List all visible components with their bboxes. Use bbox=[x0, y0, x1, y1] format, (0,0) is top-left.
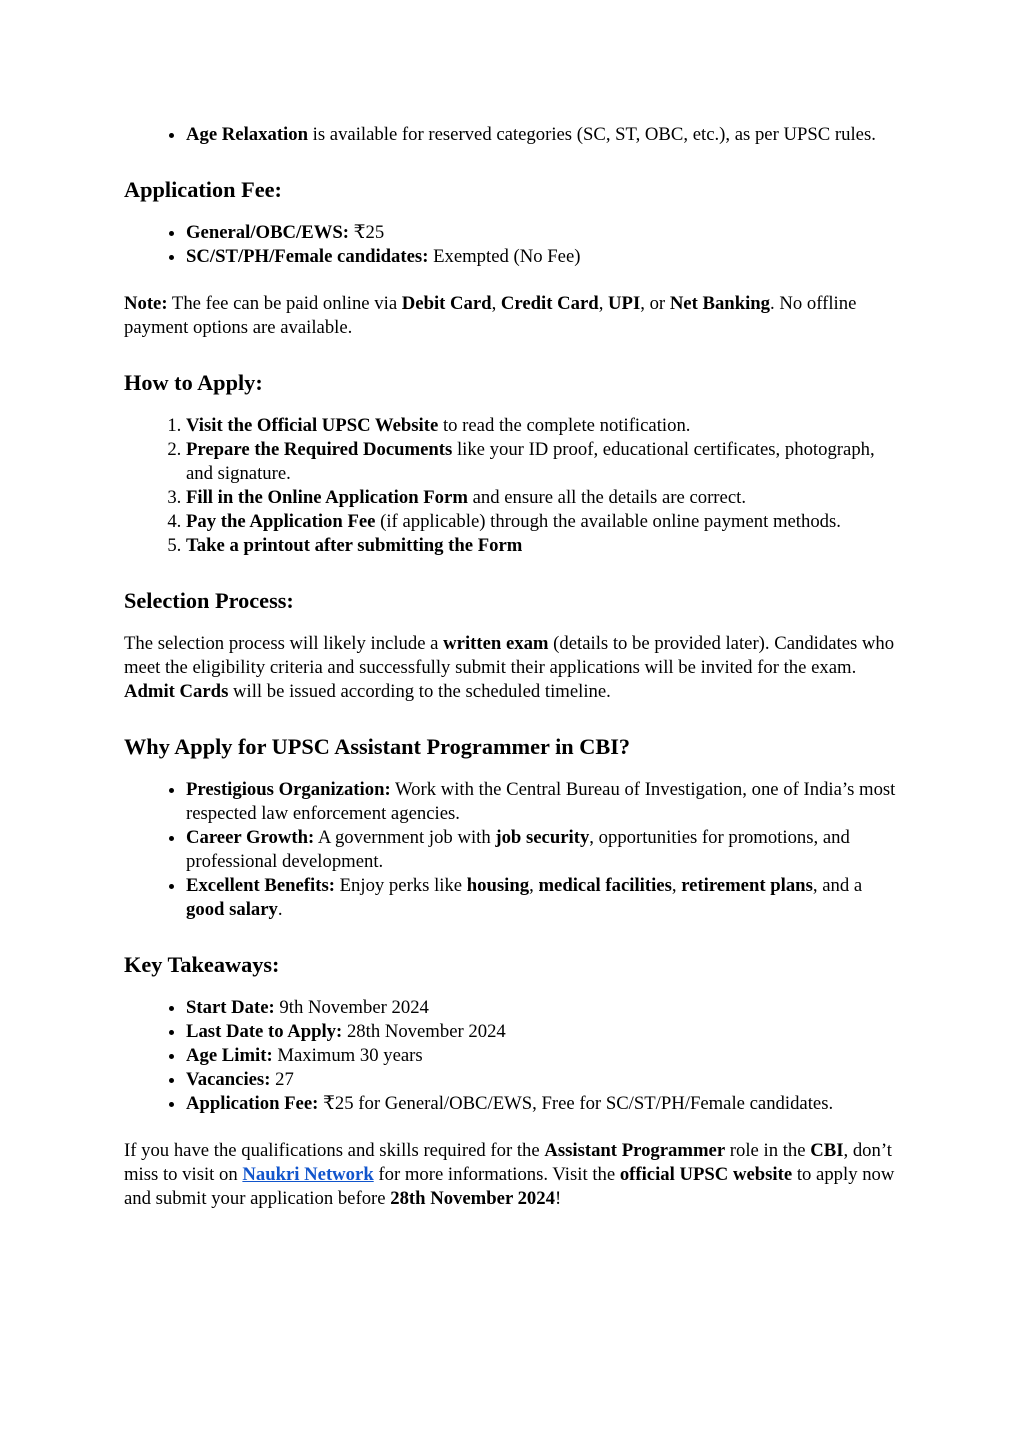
step-item bbox=[186, 510, 904, 534]
step-label: Take a printout after submitting the Form bbox=[186, 535, 523, 556]
closing-paragraph: If you have the qualifications and skills required for the Assistant Programmer role in the CBI, don’t miss to visit on Naukri Network for more informations. Visit the official UPSC website to apply now and submit your application before 28th November 2024! bbox=[124, 1140, 895, 1209]
step-label: Fill in the Online Application Form bbox=[186, 487, 468, 508]
step-text: like your ID proof, educational certificates, photograph, and signature. bbox=[186, 439, 875, 484]
age-relaxation-list bbox=[124, 123, 904, 147]
how-to-apply-steps bbox=[124, 414, 904, 558]
step-label: Prepare the Required Documents bbox=[186, 439, 453, 460]
step-item bbox=[186, 534, 904, 558]
list-item: • Application Fee: ₹25 for General/OBC/EWS, Free for SC/ST/PH/Female candidates. bbox=[186, 1092, 904, 1116]
list-item bbox=[186, 245, 904, 269]
item-text: is available for reserved categories (SC, ST, OBC, etc.), as per UPSC rules. bbox=[307, 124, 876, 145]
item-label: SC/ST/PH/Female candidates: bbox=[186, 246, 429, 267]
selection-process-paragraph: The selection process will likely include a written exam (details to be provided later). Candidates who meet the eligibility criteria and successfully submit their applications will be invited for the exam. Admit Cards will be issued according to the scheduled timeline. bbox=[124, 633, 895, 702]
step-label: Visit the Official UPSC Website bbox=[186, 415, 439, 436]
naukri-network-link[interactable]: Naukri Network bbox=[242, 1164, 374, 1185]
list-item: • Age Limit: Maximum 30 years bbox=[186, 1044, 904, 1068]
item-label: Age Relaxation bbox=[186, 124, 308, 145]
step-label: Pay the Application Fee bbox=[186, 511, 376, 532]
step-item bbox=[186, 414, 904, 438]
item-label: General/OBC/EWS: bbox=[186, 222, 349, 243]
list-item: • Excellent Benefits: Enjoy perks like housing, medical facilities, retirement plans, and a good salary. bbox=[186, 874, 904, 922]
fee-note-paragraph: Note: The fee can be paid online via Debit Card, Credit Card, UPI, or Net Banking. No offline payment options are available. bbox=[124, 293, 857, 338]
key-takeaways-list bbox=[124, 996, 904, 1116]
list-item: • Start Date: 9th November 2024 bbox=[186, 996, 904, 1020]
step-text: to read the complete notification. bbox=[438, 415, 691, 436]
list-item: • Last Date to Apply: 28th November 2024 bbox=[186, 1020, 904, 1044]
section-heading-key-takeaways: Key Takeaways: bbox=[124, 952, 280, 977]
document-page bbox=[124, 123, 904, 1211]
section-heading-why-apply: Why Apply for UPSC Assistant Programmer in CBI? bbox=[124, 734, 631, 759]
list-item: • Vacancies: 27 bbox=[186, 1068, 904, 1092]
section-heading-how-to-apply: How to Apply: bbox=[124, 370, 263, 395]
item-text: ₹25 bbox=[349, 222, 385, 243]
list-item bbox=[186, 123, 904, 147]
list-item bbox=[186, 221, 904, 245]
item-text: Exempted (No Fee) bbox=[428, 246, 581, 267]
list-item: • Prestigious Organization: Work with the Central Bureau of Investigation, one of India’s most respected law enforcement agencies. bbox=[186, 778, 904, 826]
section-heading-application-fee: Application Fee: bbox=[124, 177, 282, 202]
section-heading-selection-process: Selection Process: bbox=[124, 588, 294, 613]
list-item: • Career Growth: A government job with job security, opportunities for promotions, and professional development. bbox=[186, 826, 904, 874]
step-item bbox=[186, 486, 904, 510]
step-item bbox=[186, 438, 904, 486]
step-text: (if applicable) through the available online payment methods. bbox=[375, 511, 841, 532]
why-apply-list bbox=[124, 778, 904, 922]
step-text: and ensure all the details are correct. bbox=[467, 487, 746, 508]
application-fee-list bbox=[124, 221, 904, 269]
